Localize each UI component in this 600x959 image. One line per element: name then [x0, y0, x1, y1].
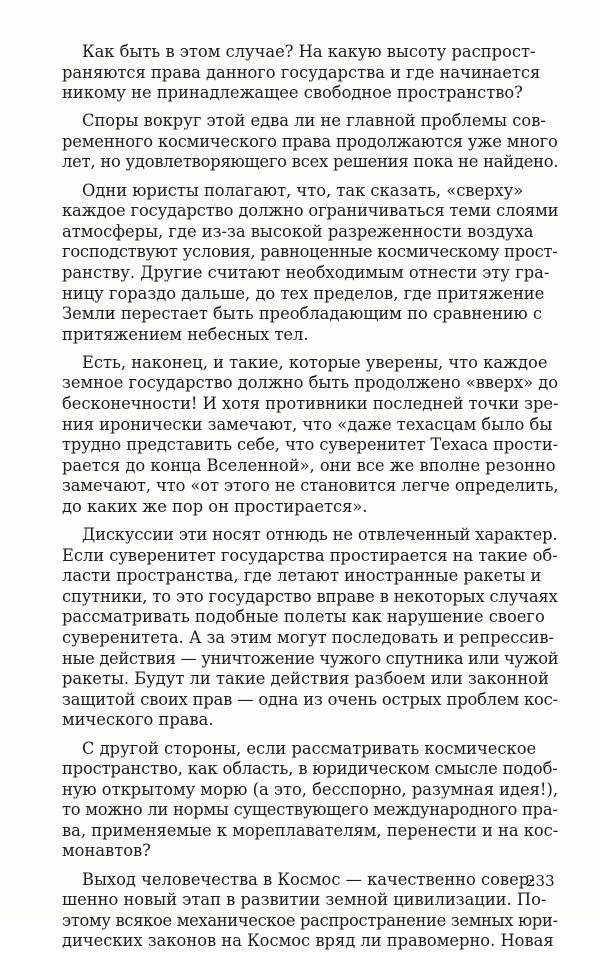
text-line: никому не принадлежащее свободное пространство?: [62, 83, 523, 103]
text-line: ласти пространства, где летают иностранные ракеты и: [62, 566, 542, 586]
text-line: монавтов?: [62, 841, 151, 861]
text-line: шенно новый этап в развитии земной цивилизации. По-: [62, 890, 547, 910]
text-line: раняются права данного государства и где начинается: [62, 62, 541, 82]
text-line: земное государство должно быть продолжено «вверх» до: [62, 373, 559, 393]
paragraph-6: [62, 739, 558, 863]
text-line: Споры вокруг этой едва ли не главной проблемы сов-: [82, 111, 546, 131]
text-line: спутники, то это государство вправе в некоторых случаях: [62, 586, 558, 606]
paragraph-2: [62, 111, 558, 173]
text-line: защитой своих прав — одна из очень острых проблем кос-: [62, 689, 559, 709]
text-line: ные действия — уничтожение чужого спутника или чужой: [62, 648, 559, 668]
text-line: С другой стороны, если рассматривать космическое: [82, 738, 537, 758]
text-line: пространство, как область, в юридическом смысле подоб-: [62, 759, 558, 779]
text-line: трудно представить себе, что суверенитет Техаса прости-: [62, 435, 559, 455]
text-line: замечают, что «от этого не становится легче определить,: [62, 476, 559, 496]
text-line: до каких же пор он простирается».: [62, 496, 368, 516]
body-text: [62, 42, 558, 959]
text-line: суверенитета. А за этим могут последовать и репрессив-: [62, 628, 555, 648]
text-line: каждое государство должно ограничиваться теми слоями: [62, 201, 559, 221]
text-line: притяжением небесных тел.: [62, 324, 309, 344]
text-line: Как быть в этом случае? На какую высоту распрост-: [82, 42, 536, 61]
text-line: этому всякое механическое распространение земных юри-: [62, 910, 558, 930]
text-line: Если суверенитет государства простирается на такие об-: [62, 545, 558, 565]
text-line: господствуют условия, равноценные космическому прост-: [62, 242, 558, 262]
text-line: ракеты. Будут ли такие действия разбоем или законной: [62, 669, 549, 689]
text-line: Выход человечества в Космос — качественно совер-: [82, 869, 535, 889]
page-number: 233: [526, 872, 555, 890]
paragraph-7: [62, 870, 558, 952]
text-line: ременного космического права продолжаются уже много: [62, 131, 558, 151]
text-line: рается до конца Вселенной», они все же вполне резонно: [62, 455, 556, 475]
text-line: то можно ли нормы существующего международного пра-: [62, 800, 558, 820]
text-line: дических законов на Космос вряд ли правомерно. Новая: [62, 931, 554, 951]
paragraph-4: [62, 353, 558, 518]
paragraph-1: [62, 42, 558, 104]
text-line: Земли перестает быть преобладающим по сравнению с: [62, 304, 543, 324]
text-line: Дискуссии эти носят отнюдь не отвлеченный характер.: [82, 525, 558, 545]
text-line: ва, применяемые к мореплавателям, перенести и на кос-: [62, 820, 559, 840]
text-line: ную открытому морю (а это, бесспорно, разумная идея!),: [62, 779, 558, 799]
text-line: ранству. Другие считают необходимым отнести эту гра-: [62, 262, 550, 282]
text-line: мического права.: [62, 710, 214, 730]
paragraph-5: [62, 525, 558, 731]
text-line: Одни юристы полагают, что, так сказать, «сверху»: [82, 180, 524, 200]
text-line: лет, но удовлетворяющего всех решения пока не найдено.: [62, 152, 559, 172]
paragraph-3: [62, 181, 558, 346]
text-line: ницу гораздо дальше, до тех пределов, где притяжение: [62, 283, 545, 303]
text-line: ния иронически замечают, что «даже техасцам было бы: [62, 414, 553, 434]
text-line: Есть, наконец, и такие, которые уверены, что каждое: [82, 352, 548, 372]
text-line: атмосферы, где из-за высокой разреженности воздуха: [62, 221, 534, 241]
text-line: бесконечности! И хотя противники последней точки зре-: [62, 394, 559, 413]
text-line: рассматривать подобные полеты как нарушение своего: [62, 607, 545, 627]
